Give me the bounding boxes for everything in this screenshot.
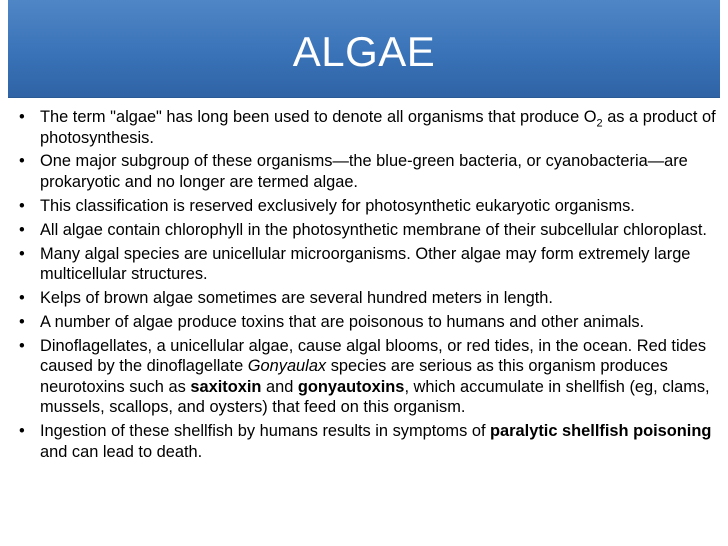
- bullet-dot-icon: •: [19, 288, 25, 307]
- bullet-text: Ingestion of these shellfish by humans results in symptoms of: [40, 422, 491, 441]
- slide-title: ALGAE: [292, 28, 436, 75]
- bullet-item: [19, 288, 724, 309]
- bullet-text: species are serious as this organism produces neurotoxins such as: [40, 357, 668, 396]
- bullet-text: The term "algae" has long been used to denote all organisms that produce O: [40, 108, 597, 126]
- bullet-text: , which accumulate in shellfish (eg, clams, mussels, scallops, and oysters) that feed on this organism.: [40, 377, 710, 417]
- bullet-dot-icon: •: [19, 152, 25, 171]
- bullet-text: as a product of photosynthesis.: [40, 108, 716, 147]
- bullet-text: and: [261, 377, 298, 396]
- bold-term-gonyautoxins: gonyautoxins: [297, 377, 405, 396]
- subscript-2: 2: [596, 117, 603, 130]
- bold-term-psp: paralytic shellfish poisoning: [490, 422, 712, 441]
- bullet-text: Dinoflagellates, a unicellular algae, cause algal blooms, or red tides, in the ocean. Red tides caused by the dinoflagellate: [40, 336, 707, 376]
- bullet-list: [19, 107, 724, 466]
- bullet-item: [19, 421, 724, 462]
- bullet-item: [19, 312, 724, 333]
- bullet-dot-icon: •: [19, 336, 25, 355]
- bullet-item: [19, 196, 724, 217]
- bullet-text: This classification is reserved exclusively for photosynthetic eukaryotic organisms.: [40, 196, 635, 215]
- bullet-item: [19, 220, 724, 241]
- bullet-dot-icon: •: [19, 196, 25, 215]
- italic-genus: Gonyaulax: [247, 357, 327, 376]
- bullet-text: and can lead to death.: [40, 442, 203, 461]
- bullet-item: [19, 244, 724, 285]
- bullet-item: [19, 151, 724, 192]
- bullet-dot-icon: •: [19, 312, 25, 331]
- bullet-text: Kelps of brown algae sometimes are several hundred meters in length.: [40, 288, 553, 307]
- bullet-text: One major subgroup of these organisms—the blue-green bacteria, or cyanobacteria—are prokaryotic and no longer are termed algae.: [40, 152, 688, 191]
- bullet-dot-icon: •: [19, 244, 25, 263]
- bold-term-saxitoxin: saxitoxin: [190, 377, 262, 396]
- bullet-dot-icon: •: [19, 108, 25, 126]
- bullet-dot-icon: •: [19, 422, 25, 441]
- bullet-dot-icon: •: [19, 220, 25, 239]
- bullet-text: A number of algae produce toxins that are poisonous to humans and other animals.: [40, 312, 645, 331]
- bullet-text: Many algal species are unicellular microorganisms. Other algae may form extremely large multicellular structures.: [40, 244, 691, 284]
- bullet-item: [19, 107, 724, 148]
- bullet-text: All algae contain chlorophyll in the photosynthetic membrane of their subcellular chloroplast.: [40, 220, 707, 239]
- bullet-item: [19, 336, 724, 418]
